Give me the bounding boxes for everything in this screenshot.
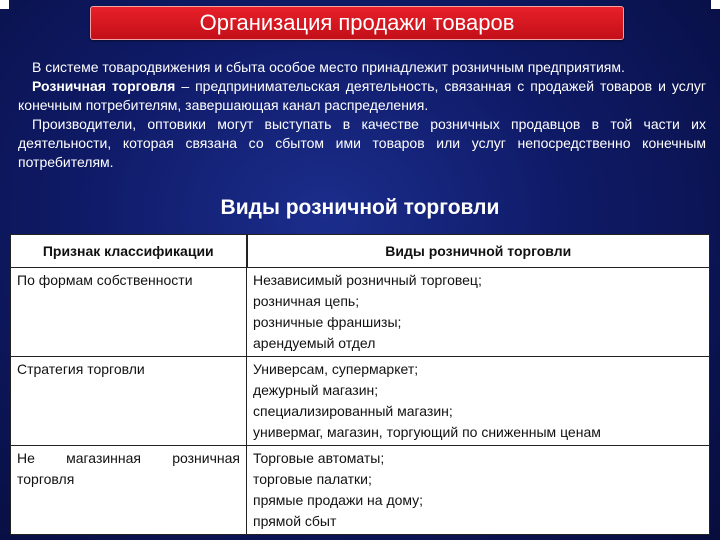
list-item: дежурный магазин;: [253, 382, 379, 398]
column-header-criterion: Признак классификации: [11, 235, 247, 268]
intro-paragraph-3: Производители, оптовики могут выступать в качестве розничных продавцов в той части их деятельности, которая связана со сбытом ими товаров или услуг непосредственно конечным потребителям.: [18, 116, 706, 170]
corner-square-top-left: [0, 0, 9, 9]
list-item: прямой сбыт: [253, 513, 337, 529]
retail-term: Розничная торговля: [32, 78, 176, 94]
types-cell: [247, 446, 710, 535]
list-item: прямые продажи на дому;: [253, 492, 424, 508]
table-header-row: [11, 235, 710, 268]
table-row: [11, 268, 710, 357]
list-item: Независимый розничный торговец;: [253, 272, 482, 288]
criterion-cell: По формам собственности: [11, 268, 247, 357]
retail-definition: – предпринимательская деятельность, связанная с продажей товаров и услуг конечным потребителям, завершающая канал распределения.: [18, 78, 707, 113]
list-item: торговые палатки;: [253, 471, 372, 487]
types-cell: [247, 268, 710, 357]
retail-types-table: [10, 234, 710, 535]
section-subtitle: Виды розничной торговли: [220, 196, 500, 219]
list-item: арендуемый отдел: [253, 335, 376, 351]
list-item: Торговые автоматы;: [253, 450, 385, 466]
corner-square-top-right: [711, 0, 720, 9]
slide-title: Организация продажи товаров: [90, 6, 624, 40]
table-row: [11, 357, 710, 446]
criterion-cell: Стратегия торговли: [11, 357, 247, 446]
criterion-cell: Не магазинная розничная торговля: [11, 446, 247, 535]
list-item: розничные франшизы;: [253, 314, 402, 330]
list-item: Универсам, супермаркет;: [253, 361, 419, 377]
list-item: специализированный магазин;: [253, 403, 453, 419]
table-row: [11, 446, 710, 535]
column-header-types: Виды розничной торговли: [247, 235, 710, 268]
intro-text: [18, 58, 706, 172]
intro-paragraph-2: [18, 77, 706, 115]
list-item: универмаг, магазин, торгующий по сниженным ценам: [253, 424, 601, 440]
list-item: розничная цепь;: [253, 293, 360, 309]
intro-paragraph-1: В системе товародвижения и сбыта особое место принадлежит розничным предприятиям.: [32, 59, 625, 75]
types-cell: [247, 357, 710, 446]
